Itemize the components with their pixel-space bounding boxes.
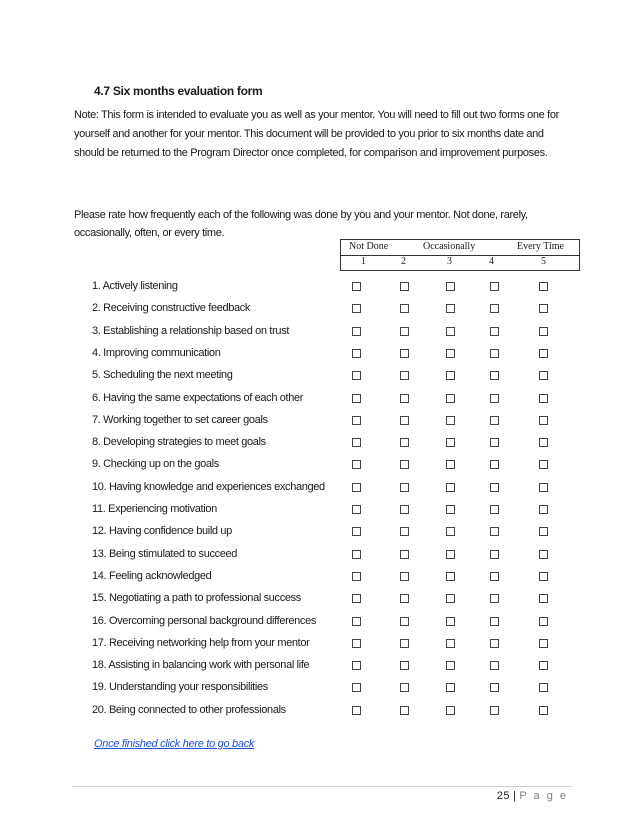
rating-checkbox-3[interactable] [446, 661, 455, 670]
scale-label-every-time: Every Time [517, 241, 564, 252]
rating-checkbox-4[interactable] [490, 282, 499, 291]
rating-checkbox-4[interactable] [490, 483, 499, 492]
rating-checkbox-1[interactable] [352, 304, 361, 313]
rating-checkbox-5[interactable] [539, 706, 548, 715]
scale-number-4: 4 [489, 256, 494, 267]
rating-checkbox-5[interactable] [539, 683, 548, 692]
rating-checkbox-3[interactable] [446, 483, 455, 492]
rating-checkbox-3[interactable] [446, 683, 455, 692]
rating-checkbox-1[interactable] [352, 327, 361, 336]
rating-checkbox-4[interactable] [490, 683, 499, 692]
rating-checkbox-2[interactable] [400, 527, 409, 536]
rating-checkbox-3[interactable] [446, 349, 455, 358]
rating-checkbox-5[interactable] [539, 438, 548, 447]
rating-checkbox-4[interactable] [490, 327, 499, 336]
scale-labels-row [341, 240, 579, 256]
scale-number-2: 2 [401, 256, 406, 267]
evaluation-item-label: 2. Receiving constructive feedback [92, 302, 251, 315]
evaluation-item-label: 16. Overcoming personal background differences [92, 614, 317, 627]
rating-checkbox-3[interactable] [446, 706, 455, 715]
rating-checkbox-4[interactable] [490, 550, 499, 559]
rating-checkbox-1[interactable] [352, 349, 361, 358]
rating-checkbox-2[interactable] [400, 661, 409, 670]
rating-checkbox-2[interactable] [400, 617, 409, 626]
rating-checkbox-2[interactable] [400, 416, 409, 425]
scale-number-3: 3 [447, 256, 452, 267]
rating-checkbox-1[interactable] [352, 683, 361, 692]
scale-label-occasionally: Occasionally [423, 241, 476, 252]
rating-checkbox-2[interactable] [400, 706, 409, 715]
rating-checkbox-1[interactable] [352, 550, 361, 559]
rating-checkbox-2[interactable] [400, 394, 409, 403]
evaluation-item-label: 13. Being stimulated to succeed [92, 547, 238, 560]
rating-checkbox-1[interactable] [352, 527, 361, 536]
footer-separator: | [512, 790, 517, 802]
rating-checkbox-5[interactable] [539, 460, 548, 469]
rating-checkbox-3[interactable] [446, 639, 455, 648]
rating-checkbox-3[interactable] [446, 550, 455, 559]
scale-number-1: 1 [361, 256, 366, 267]
rating-checkbox-4[interactable] [490, 639, 499, 648]
rating-checkbox-5[interactable] [539, 371, 548, 380]
evaluation-item-label: 1. Actively listening [92, 280, 178, 292]
rating-checkbox-5[interactable] [539, 394, 548, 403]
page-label: P a g e [519, 790, 568, 802]
rating-checkbox-4[interactable] [490, 527, 499, 536]
section-number: 4.7 [94, 84, 110, 98]
rating-checkbox-5[interactable] [539, 483, 548, 492]
rating-checkbox-2[interactable] [400, 371, 409, 380]
section-heading [94, 84, 262, 98]
evaluation-item-label: 12. Having confidence build up [92, 525, 232, 538]
rating-checkbox-5[interactable] [539, 572, 548, 581]
rating-checkbox-5[interactable] [539, 594, 548, 603]
rating-checkbox-3[interactable] [446, 438, 455, 447]
rating-checkbox-1[interactable] [352, 282, 361, 291]
rating-checkbox-3[interactable] [446, 594, 455, 603]
footer-divider [72, 786, 572, 787]
rating-checkbox-1[interactable] [352, 438, 361, 447]
rating-checkbox-5[interactable] [539, 527, 548, 536]
evaluation-item-label: 11. Experiencing motivation [92, 503, 217, 515]
scale-number-5: 5 [541, 256, 546, 267]
evaluation-item-label: 15. Negotiating a path to professional success [92, 592, 301, 605]
rating-checkbox-1[interactable] [352, 371, 361, 380]
note-paragraph: Note: This form is intended to evaluate you as well as your mentor. You will need to fill out two forms one for yourself and another for your mentor. This document will be provided to you prior to six months date and should be returned to the Program Director once completed, for comparison and improvement purposes. [74, 109, 559, 159]
rating-checkbox-3[interactable] [446, 527, 455, 536]
page-number: 25 [496, 790, 510, 802]
evaluation-item-label: 17. Receiving networking help from your mentor [92, 636, 310, 649]
rating-checkbox-4[interactable] [490, 460, 499, 469]
rating-checkbox-2[interactable] [400, 639, 409, 648]
rating-checkbox-1[interactable] [352, 460, 361, 469]
rating-checkbox-2[interactable] [400, 683, 409, 692]
evaluation-item-label: 20. Being connected to other professionals [92, 703, 286, 716]
rating-checkbox-4[interactable] [490, 617, 499, 626]
rating-checkbox-3[interactable] [446, 394, 455, 403]
rating-checkbox-2[interactable] [400, 505, 409, 514]
evaluation-item-label: 10. Having knowledge and experiences exchanged [92, 480, 325, 493]
rating-scale-header [340, 239, 580, 271]
rating-checkbox-4[interactable] [490, 594, 499, 603]
rating-checkbox-1[interactable] [352, 706, 361, 715]
rating-checkbox-3[interactable] [446, 460, 455, 469]
rating-checkbox-5[interactable] [539, 617, 548, 626]
rating-checkbox-1[interactable] [352, 416, 361, 425]
rating-checkbox-4[interactable] [490, 661, 499, 670]
rating-checkbox-2[interactable] [400, 438, 409, 447]
evaluation-item-label: 6. Having the same expectations of each other [92, 391, 304, 404]
evaluation-item-label: 8. Developing strategies to meet goals [92, 436, 266, 449]
instruction-paragraph: Please rate how frequently each of the following was done by you and your mentor. Not done, rarely, occasionally, often, or every time. [74, 209, 528, 239]
evaluation-item-label: 5. Scheduling the next meeting [92, 369, 233, 382]
page-footer [497, 790, 568, 802]
rating-checkbox-2[interactable] [400, 304, 409, 313]
rating-checkbox-3[interactable] [446, 371, 455, 380]
rating-checkbox-4[interactable] [490, 572, 499, 581]
rating-checkbox-3[interactable] [446, 282, 455, 291]
rating-checkbox-5[interactable] [539, 505, 548, 514]
rating-checkbox-5[interactable] [539, 639, 548, 648]
rating-checkbox-5[interactable] [539, 304, 548, 313]
rating-checkbox-5[interactable] [539, 349, 548, 358]
rating-checkbox-1[interactable] [352, 572, 361, 581]
rating-checkbox-1[interactable] [352, 594, 361, 603]
evaluation-item-label: 7. Working together to set career goals [92, 413, 268, 426]
rating-checkbox-4[interactable] [490, 394, 499, 403]
section-title: Six months evaluation form [112, 84, 263, 98]
evaluation-item-label: 4. Improving communication [92, 346, 221, 359]
rating-checkbox-1[interactable] [352, 483, 361, 492]
rating-checkbox-5[interactable] [539, 550, 548, 559]
rating-checkbox-5[interactable] [539, 327, 548, 336]
rating-checkbox-4[interactable] [490, 304, 499, 313]
rating-checkbox-2[interactable] [400, 483, 409, 492]
scale-label-not-done: Not Done [349, 241, 389, 252]
evaluation-item-label: 14. Feeling acknowledged [92, 569, 212, 582]
rating-checkbox-5[interactable] [539, 416, 548, 425]
rating-checkbox-2[interactable] [400, 550, 409, 559]
rating-checkbox-1[interactable] [352, 505, 361, 514]
rating-checkbox-4[interactable] [490, 438, 499, 447]
rating-checkbox-4[interactable] [490, 416, 499, 425]
go-back-link[interactable]: Once finished click here to go back [94, 738, 255, 750]
evaluation-item-label: 18. Assisting in balancing work with personal life [92, 659, 310, 672]
evaluation-item-label: 9. Checking up on the goals [92, 458, 219, 471]
evaluation-item-label: 3. Establishing a relationship based on trust [92, 324, 290, 337]
rating-checkbox-2[interactable] [400, 282, 409, 291]
rating-checkbox-3[interactable] [446, 327, 455, 336]
rating-checkbox-4[interactable] [490, 706, 499, 715]
evaluation-item-label: 19. Understanding your responsibilities [92, 681, 268, 694]
rating-checkbox-2[interactable] [400, 327, 409, 336]
rating-checkbox-2[interactable] [400, 349, 409, 358]
rating-checkbox-1[interactable] [352, 639, 361, 648]
rating-checkbox-3[interactable] [446, 416, 455, 425]
rating-checkbox-2[interactable] [400, 460, 409, 469]
rating-checkbox-3[interactable] [446, 304, 455, 313]
rating-checkbox-1[interactable] [352, 394, 361, 403]
rating-checkbox-3[interactable] [446, 572, 455, 581]
rating-checkbox-4[interactable] [490, 371, 499, 380]
rating-checkbox-5[interactable] [539, 282, 548, 291]
rating-checkbox-3[interactable] [446, 505, 455, 514]
rating-checkbox-5[interactable] [539, 661, 548, 670]
scale-numbers-row [341, 255, 579, 270]
rating-checkbox-4[interactable] [490, 349, 499, 358]
rating-checkbox-1[interactable] [352, 617, 361, 626]
rating-checkbox-4[interactable] [490, 505, 499, 514]
rating-checkbox-2[interactable] [400, 572, 409, 581]
rating-checkbox-1[interactable] [352, 661, 361, 670]
rating-checkbox-3[interactable] [446, 617, 455, 626]
rating-checkbox-2[interactable] [400, 594, 409, 603]
